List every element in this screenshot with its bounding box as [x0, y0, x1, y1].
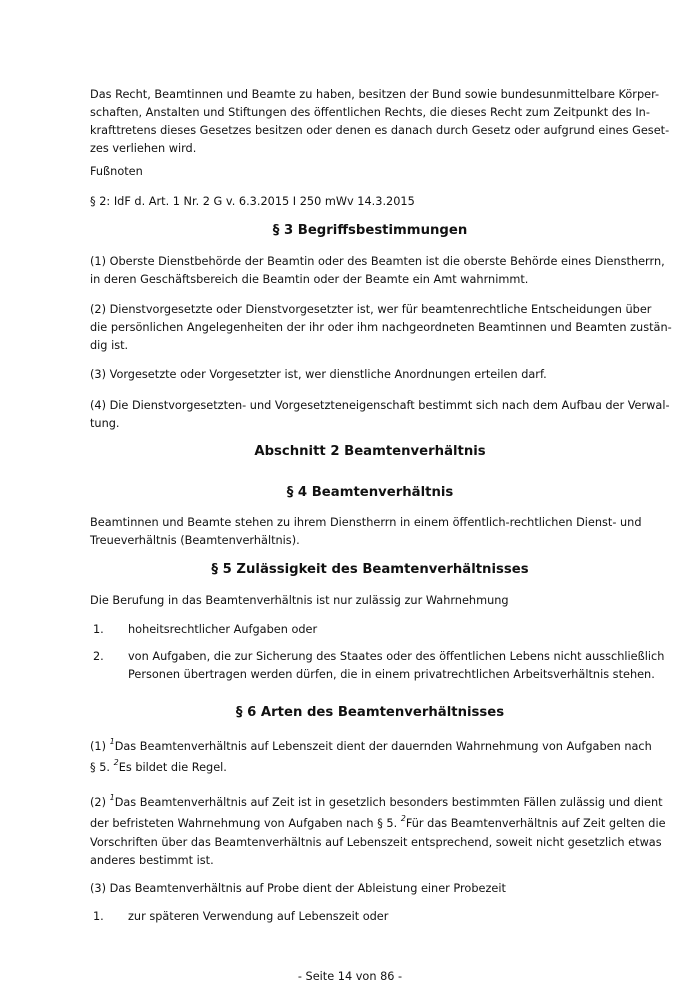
- text-line: anderes bestimmt ist.: [90, 854, 214, 867]
- paragraph-3-1: [90, 253, 665, 289]
- sentence-marker: 1: [109, 793, 115, 803]
- page-number-footer: - Seite 14 von 86 -: [297, 970, 403, 983]
- text-line: dig ist.: [90, 339, 129, 352]
- paragraph-6-2: [90, 792, 666, 870]
- paragraph-4: [90, 514, 650, 550]
- text-line: zur späteren Verwendung auf Lebenszeit oder: [128, 910, 389, 923]
- text-line: [90, 736, 650, 757]
- text-line: Treueverhältnis (Beamtenverhältnis).: [90, 534, 300, 547]
- list-number: 2.: [93, 650, 104, 663]
- text-line: (4) Die Dienstvorgesetzten- und Vorgesetzteneigenschaft bestimmt sich nach dem Aufbau der Verwal-: [90, 399, 670, 412]
- list-number: 1.: [93, 910, 104, 923]
- heading-section-5: § 5 Zulässigkeit des Beamtenverhältnisses: [211, 562, 529, 577]
- text-line: von Aufgaben, die zur Sicherung des Staates oder des öffentlichen Lebens nicht ausschließlich: [128, 650, 665, 663]
- list-item-text: [128, 908, 388, 926]
- heading-section-3: § 3 Begriffsbestimmungen: [272, 223, 468, 238]
- text-line: [90, 813, 666, 834]
- text-line: schaften, Anstalten und Stiftungen des öffentlichen Rechts, die dieses Recht zum Zeitpunkt des In-: [90, 106, 650, 119]
- heading-chapter-2: Abschnitt 2 Beamtenverhältnis: [254, 444, 486, 459]
- text-line: (2) Dienstvorgesetzte oder Dienstvorgesetzter ist, wer für beamtenrechtliche Entscheidungen über: [90, 303, 652, 316]
- text-line: die persönlichen Angelegenheiten der ihr oder ihm nachgeordneten Beamtinnen und Beamten zustän-: [90, 321, 672, 334]
- paragraph-section-2: [90, 86, 670, 158]
- text-segment: Es bildet die Regel.: [118, 761, 227, 774]
- sentence-marker: 1: [109, 737, 115, 747]
- heading-section-6: § 6 Arten des Beamtenverhältnisses: [235, 705, 505, 720]
- paragraph-3-3: (3) Vorgesetzte oder Vorgesetzter ist, wer dienstliche Anordnungen erteilen darf.: [90, 368, 547, 381]
- text-line: hoheitsrechtlicher Aufgaben oder: [128, 623, 318, 636]
- text-line: (1) Oberste Dienstbehörde der Beamtin oder des Beamten ist die oberste Behörde eines Dienstherrn,: [90, 255, 665, 268]
- footnotes-label: Fußnoten: [90, 165, 143, 178]
- text-line: Personen übertragen werden dürfen, die in einem privatrechtlichen Arbeitsverhältnis stehen.: [128, 668, 655, 681]
- text-line: [90, 792, 663, 813]
- sentence-marker: 2: [113, 758, 119, 768]
- text-segment: (2): [90, 796, 110, 809]
- text-line: Vorschriften über das Beamtenverhältnis auf Lebenszeit entsprechend, soweit nicht gesetzlich etwas: [90, 836, 662, 849]
- paragraph-6-3: (3) Das Beamtenverhältnis auf Probe dient der Ableistung einer Probezeit: [90, 882, 506, 895]
- text-line: in deren Geschäftsbereich die Beamtin oder der Beamte ein Amt wahrnimmt.: [90, 273, 529, 286]
- sentence-marker: 2: [400, 814, 406, 824]
- text-segment: Das Beamtenverhältnis auf Lebenszeit dient der dauernden Wahrnehmung von Aufgaben nach: [114, 740, 652, 753]
- text-line: zes verliehen wird.: [90, 142, 197, 155]
- list-item-text: [128, 648, 664, 684]
- text-line: Beamtinnen und Beamte stehen zu ihrem Dienstherrn in einem öffentlich-rechtlichen Dienst- und: [90, 516, 642, 529]
- text-line: krafttretens dieses Gesetzes besitzen oder denen es danach durch Gesetz oder aufgrund eines Geset-: [90, 124, 670, 137]
- list-number: 1.: [93, 623, 104, 636]
- list-item-text: [128, 621, 317, 639]
- paragraph-6-1: [90, 736, 650, 778]
- text-line: [90, 757, 650, 778]
- paragraph-5: Die Berufung in das Beamtenverhältnis ist nur zulässig zur Wahrnehmung: [90, 594, 509, 607]
- footnote-text: § 2: IdF d. Art. 1 Nr. 2 G v. 6.3.2015 I 250 mWv 14.3.2015: [90, 195, 415, 208]
- paragraph-3-2: [90, 301, 672, 355]
- text-segment: § 5.: [90, 761, 114, 774]
- text-segment: (1): [90, 740, 110, 753]
- text-segment: Das Beamtenverhältnis auf Zeit ist in gesetzlich besonders bestimmten Fällen zulässig und dient: [114, 796, 663, 809]
- heading-section-4: § 4 Beamtenverhältnis: [286, 485, 454, 500]
- text-line: Das Recht, Beamtinnen und Beamte zu haben, besitzen der Bund sowie bundesunmittelbare Körper-: [90, 88, 660, 101]
- text-segment: Für das Beamtenverhältnis auf Zeit gelten die: [405, 817, 666, 830]
- text-segment: der befristeten Wahrnehmung von Aufgaben nach § 5.: [90, 817, 401, 830]
- paragraph-3-4: [90, 397, 670, 433]
- text-line: tung.: [90, 417, 120, 430]
